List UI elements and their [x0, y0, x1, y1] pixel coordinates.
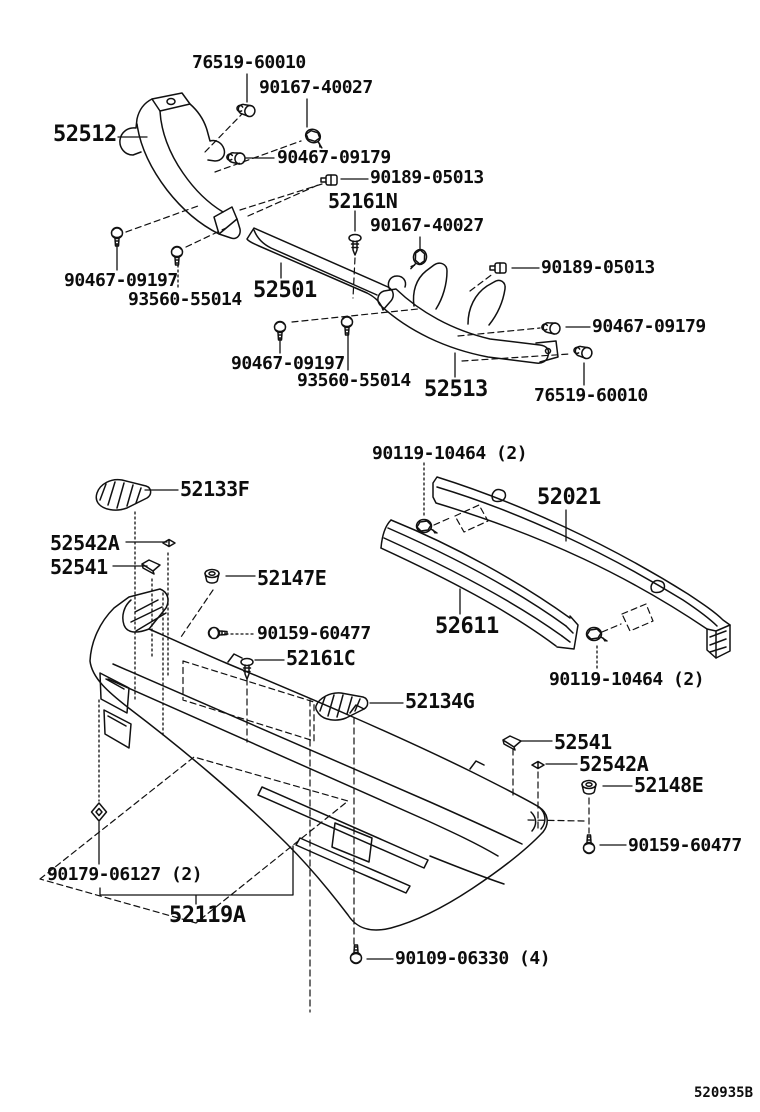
part-label-52501: 52501: [253, 278, 317, 303]
part-label-93560-55014-mid: 93560-55014: [297, 370, 411, 391]
part-label-93560-55014-left: 93560-55014: [128, 289, 242, 310]
screw-icon: [241, 659, 253, 680]
screw-icon: [584, 835, 595, 854]
part-label-90159-60477-left: 90159-60477: [257, 623, 371, 644]
part-label-52148E: 52148E: [634, 773, 704, 797]
bolt-icon: [411, 248, 428, 271]
part-label-52542A-left: 52542A: [50, 531, 120, 555]
wing-clip-icon: [163, 540, 175, 547]
part-label-52021: 52021: [537, 485, 601, 510]
part-label-52512: 52512: [53, 122, 117, 147]
part-label-76519-60010-right: 76519-60010: [534, 385, 648, 406]
part-label-90467-09197-mid: 90467-09197: [231, 353, 345, 374]
wing-clip-icon: [532, 762, 544, 769]
bolt-icon: [587, 628, 608, 642]
part-label-90167-40027-mid: 90167-40027: [370, 215, 484, 236]
grommet-clip-icon: [541, 321, 561, 334]
screw-icon: [349, 235, 361, 256]
grommet-icon: [582, 781, 596, 795]
bolt-icon: [303, 127, 327, 148]
drawing-number: 520935B: [694, 1085, 754, 1101]
part-label-90467-09179-right: 90467-09179: [592, 316, 706, 337]
part-label-52133F: 52133F: [180, 477, 250, 501]
screw-icon: [342, 317, 353, 336]
part-52133F-bracket: [96, 480, 150, 510]
grommet-clip-icon: [226, 151, 246, 164]
part-label-52161C: 52161C: [286, 646, 356, 670]
diamond-clip-icon: [92, 803, 107, 821]
clip-icon: [573, 344, 593, 359]
part-label-52161N: 52161N: [328, 189, 398, 213]
part-label-76519-60010-top: 76519-60010: [192, 52, 306, 73]
screw-icon: [275, 322, 286, 341]
bolt-icon: [351, 945, 362, 964]
part-label-90167-40027-top: 90167-40027: [259, 77, 373, 98]
part-label-90467-09197-left: 90467-09197: [64, 270, 178, 291]
part-label-52611: 52611: [435, 614, 499, 639]
clip-icon: [490, 263, 506, 273]
screw-icon: [172, 247, 183, 266]
bolt-icon: [417, 520, 438, 534]
grommet-icon: [205, 570, 219, 584]
pad-icon: [142, 560, 160, 574]
clip-icon: [236, 102, 256, 117]
part-label-90159-60477-right: 90159-60477: [628, 835, 742, 856]
part-label-90119-10464-top: 90119-10464 (2): [372, 443, 528, 464]
part-label-52134G: 52134G: [405, 689, 475, 713]
part-label-90109-06330: 90109-06330 (4): [395, 948, 551, 969]
screw-icon: [112, 228, 123, 247]
part-label-90179-06127: 90179-06127 (2): [47, 864, 203, 885]
part-label-52513: 52513: [424, 377, 488, 402]
pad-icon: [503, 736, 521, 750]
part-label-90467-09179-left: 90467-09179: [277, 147, 391, 168]
part-label-90189-05013-right: 90189-05013: [541, 257, 655, 278]
part-label-90119-10464-bottom: 90119-10464 (2): [549, 669, 705, 690]
part-52512-stay: [120, 93, 240, 238]
clip-icon: [321, 175, 337, 185]
part-52513-bracket: [378, 263, 558, 363]
part-label-90189-05013-left: 90189-05013: [370, 167, 484, 188]
part-label-52541-left: 52541: [50, 555, 108, 579]
part-label-52147E: 52147E: [257, 566, 327, 590]
part-label-52542A-right: 52542A: [579, 752, 649, 776]
part-label-52541-right: 52541: [554, 730, 612, 754]
screw-icon: [209, 628, 228, 639]
part-label-52119A: 52119A: [169, 903, 246, 928]
